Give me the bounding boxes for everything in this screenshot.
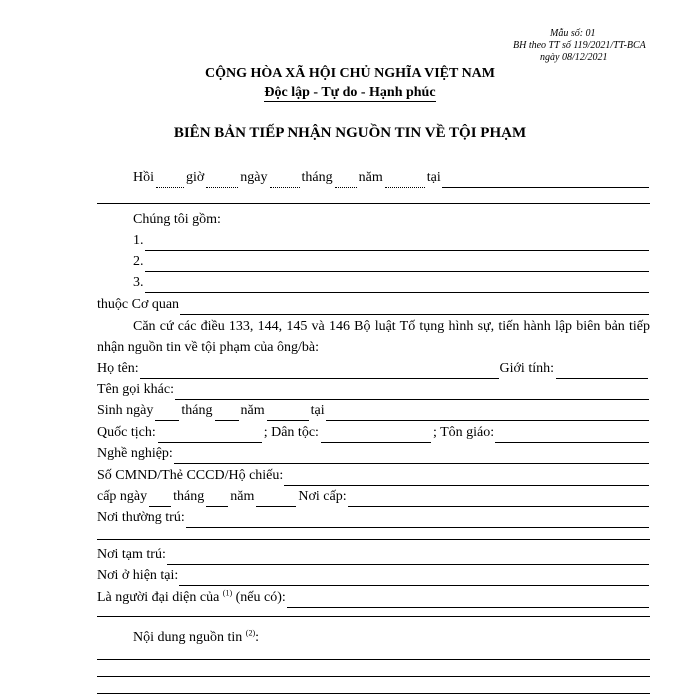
- place-field[interactable]: [442, 174, 649, 188]
- agency-field[interactable]: [180, 301, 649, 315]
- member-number-2: 2.: [133, 254, 144, 269]
- alias-label: Tên gọi khác:: [97, 382, 174, 397]
- religion-label: ; Tôn giáo:: [432, 425, 495, 440]
- legal-basis-paragraph: [97, 316, 650, 358]
- member-row-1: [97, 231, 650, 251]
- temporary-field[interactable]: [167, 551, 649, 565]
- document-title: BIÊN BẢN TIẾP NHẬN NGUỒN TIN VỀ TỘI PHẠM: [173, 125, 527, 141]
- gio-label: giờ: [186, 170, 205, 185]
- member-field-1[interactable]: [145, 237, 650, 251]
- dob-month-label: tháng: [181, 403, 213, 418]
- dob-place-label: tại: [310, 403, 325, 418]
- gender-label: Giới tính:: [499, 361, 554, 376]
- current-row: [97, 566, 650, 586]
- day-field[interactable]: [270, 174, 300, 188]
- ngay-label: ngày: [240, 170, 268, 185]
- member-number-1: 1.: [133, 233, 144, 248]
- month-field[interactable]: [335, 174, 357, 188]
- ethnicity-field[interactable]: [321, 429, 431, 443]
- dob-year-label: năm: [240, 403, 265, 418]
- dob-row: [97, 401, 650, 421]
- name-label: Họ tên:: [97, 361, 139, 376]
- dob-day-field[interactable]: [155, 407, 179, 421]
- hoi-label: Hồi: [133, 170, 154, 185]
- temporary-label: Nơi tạm trú:: [97, 547, 166, 562]
- current-label: Nơi ở hiện tại:: [97, 568, 179, 583]
- legal-basis-text: Căn cứ các điều 133, 144, 145 và 146 Bộ luật Tố tụng hình sự, tiến hành lập biên bản tiếp nhận nguồn tin về tội phạm của ông/bà:: [97, 319, 650, 355]
- representative-field[interactable]: [287, 594, 649, 608]
- dob-month-field[interactable]: [215, 407, 239, 421]
- hour-field[interactable]: [156, 174, 184, 188]
- members-intro: Chúng tôi gồm:: [133, 212, 221, 227]
- issue-date-label: cấp ngày: [97, 489, 148, 504]
- issue-month-label: tháng: [173, 489, 205, 504]
- issue-year-field[interactable]: [256, 493, 296, 507]
- permanent-field-continued[interactable]: [97, 539, 650, 540]
- occupation-field[interactable]: [174, 450, 649, 464]
- issue-place-field[interactable]: [348, 493, 649, 507]
- content-line-2[interactable]: [97, 676, 650, 677]
- motto-text: Độc lập - Tự do - Hạnh phúc: [264, 85, 436, 100]
- content-label: [133, 628, 259, 648]
- issue-year-label: năm: [230, 489, 255, 504]
- nationality-label: Quốc tịch:: [97, 425, 156, 440]
- content-label-text: Nội dung nguồn tin: [133, 630, 243, 645]
- member-field-3[interactable]: [145, 279, 650, 293]
- representative-row: [97, 588, 650, 608]
- year-field[interactable]: [385, 174, 425, 188]
- permanent-field[interactable]: [186, 514, 649, 528]
- alias-row: [97, 380, 650, 400]
- nationality-row: [97, 423, 650, 443]
- form-legal-date: ngày 08/12/2021: [540, 52, 608, 63]
- current-field[interactable]: [179, 572, 649, 586]
- ethnicity-label: ; Dân tộc:: [263, 425, 319, 440]
- id-doc-label: Số CMND/Thẻ CCCD/Hộ chiếu:: [97, 468, 284, 483]
- occupation-label: Nghề nghiệp:: [97, 446, 173, 461]
- member-row-2: [97, 252, 650, 272]
- issue-row: [97, 487, 650, 507]
- dob-year-field[interactable]: [267, 407, 309, 421]
- nam-label: năm: [358, 170, 383, 185]
- national-title: CỘNG HÒA XÃ HỘI CHỦ NGHĨA VIỆT NAM: [204, 66, 495, 81]
- time-place-row: [97, 168, 650, 188]
- gender-field[interactable]: [556, 365, 648, 379]
- occupation-row: [97, 444, 650, 464]
- name-row: [97, 359, 650, 379]
- place-field-continued[interactable]: [97, 203, 650, 204]
- religion-field[interactable]: [495, 429, 649, 443]
- agency-label: thuộc Cơ quan: [97, 297, 180, 312]
- agency-row: [97, 295, 650, 315]
- members-intro-row: [97, 210, 650, 230]
- name-field[interactable]: [140, 365, 499, 379]
- content-colon: :: [255, 630, 259, 645]
- temporary-row: [97, 545, 650, 565]
- issue-place-label: Nơi cấp:: [298, 489, 347, 504]
- member-number-3: 3.: [133, 275, 144, 290]
- nationality-field[interactable]: [158, 429, 262, 443]
- thang-label: tháng: [301, 170, 333, 185]
- content-line-1[interactable]: [97, 659, 650, 660]
- dob-label: Sinh ngày: [97, 403, 154, 418]
- member-row-3: [97, 273, 650, 293]
- alias-field[interactable]: [175, 386, 649, 400]
- content-row: [97, 628, 650, 648]
- id-doc-row: [97, 466, 650, 486]
- dob-place-field[interactable]: [326, 407, 649, 421]
- representative-label: [97, 588, 286, 608]
- content-line-3[interactable]: [97, 693, 650, 694]
- issue-month-field[interactable]: [206, 493, 228, 507]
- permanent-label: Nơi thường trú:: [97, 510, 185, 525]
- tai-label: tại: [426, 170, 441, 185]
- representative-tail: (nếu có):: [235, 590, 286, 605]
- motto: [0, 85, 700, 101]
- footnote-marker-2: (2): [245, 628, 256, 638]
- member-field-2[interactable]: [145, 258, 650, 272]
- id-doc-field[interactable]: [284, 472, 649, 486]
- representative-text: Là người đại diện của: [97, 590, 220, 605]
- footnote-marker-1: (1): [222, 588, 233, 598]
- minute-field[interactable]: [206, 174, 238, 188]
- permanent-row: [97, 508, 650, 528]
- form-number: Mẫu số: 01: [550, 28, 596, 39]
- representative-field-continued[interactable]: [97, 616, 650, 617]
- issue-day-field[interactable]: [149, 493, 171, 507]
- form-legal-basis: BH theo TT số 119/2021/TT-BCA: [513, 40, 646, 51]
